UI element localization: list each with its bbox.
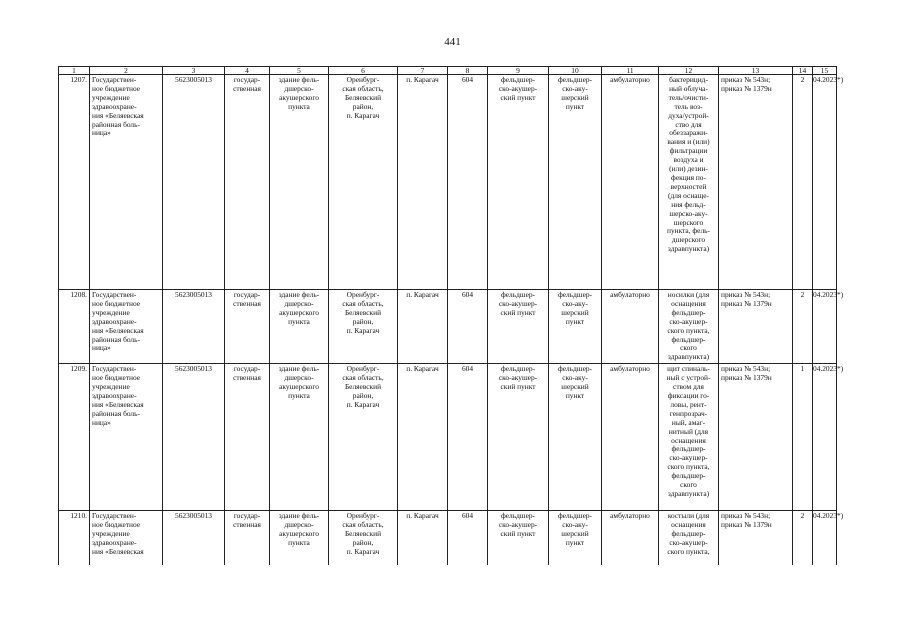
table-row — [59, 511, 837, 566]
building-name: здание фель- дшерско- акушерского пункта — [270, 75, 329, 290]
address: Оренбург- ская область, Беляевский район, п. Карагач — [329, 75, 398, 290]
facility-unit: фельдшер- ско-аку- шерский пункт — [549, 290, 602, 364]
col-number: 3 — [163, 67, 225, 75]
row-number: 1209. — [59, 364, 90, 511]
delivery-date: 04.2023*) — [813, 290, 837, 364]
equipment-name: бактерицид- ный облуча- тель/очисти- тель воз- духа/устрой- ство для обеззаражи- вания и (или) фильтрации воздуха и (или) дезин- фекция по- верхностей (для оснаще- ния фельд- шерско-аку- шерского пункта, фель- дшерского здравпункта) — [659, 75, 719, 290]
table-row — [59, 75, 837, 290]
facility-unit: фельдшер- ско-аку- шерский пункт — [549, 75, 602, 290]
ownership-form: государ- ственная — [225, 511, 270, 566]
quantity: 2 — [793, 75, 813, 290]
row-number: 1207. — [59, 75, 90, 290]
care-conditions: амбулаторно — [602, 75, 659, 290]
delivery-date: 04.2023*) — [813, 75, 837, 290]
order-reference: приказ № 543н; приказ № 1379н — [719, 75, 793, 290]
ownership-form: государ- ственная — [225, 364, 270, 511]
facility-type: фельдшер- ско-акушер- ский пункт — [488, 364, 549, 511]
facility-type: фельдшер- ско-акушер- ский пункт — [488, 511, 549, 566]
facility-type: фельдшер- ско-акушер- ский пункт — [488, 290, 549, 364]
col-number: 13 — [719, 67, 793, 75]
inn-code: 5623005013 — [163, 364, 225, 511]
col-number: 7 — [398, 67, 448, 75]
equipment-name: щит спиналь- ный с устрой- ством для фиксации го- ловы, рент- генпрозрач- ный, амаг- нитный (для оснащения фельдшер- ско-акушер- ского пункта, фельдшер- ского здравпункта) — [659, 364, 719, 511]
row-number: 1210. — [59, 511, 90, 566]
column-number-row — [59, 67, 837, 75]
ownership-form: государ- ственная — [225, 75, 270, 290]
registry-table — [58, 66, 844, 565]
facility-type: фельдшер- ско-акушер- ский пункт — [488, 75, 549, 290]
address: Оренбург- ская область, Беляевский район, п. Карагач — [329, 364, 398, 511]
address: Оренбург- ская область, Беляевский район, п. Карагач — [329, 511, 398, 566]
quantity: 2 — [793, 290, 813, 364]
care-conditions: амбулаторно — [602, 364, 659, 511]
col-number: 9 — [488, 67, 549, 75]
order-reference: приказ № 543н; приказ № 1379н — [719, 290, 793, 364]
inn-code: 5623005013 — [163, 290, 225, 364]
page-number: 441 — [444, 36, 461, 48]
table-row — [59, 364, 837, 511]
col-number: 15 — [813, 67, 837, 75]
inn-code: 5623005013 — [163, 511, 225, 566]
ownership-form: государ- ственная — [225, 290, 270, 364]
col-number: 14 — [793, 67, 813, 75]
table-row — [59, 290, 837, 364]
facility-unit: фельдшер- ско-аку- шерский пункт — [549, 364, 602, 511]
organization-name: Государствен- ное бюджетное учреждение здравоохране- ния «Беляевская районная боль- ница» — [90, 75, 163, 290]
okato-code: 604 — [448, 75, 488, 290]
okato-code: 604 — [448, 511, 488, 566]
quantity: 2 — [793, 511, 813, 566]
col-number: 1 — [59, 67, 90, 75]
address: Оренбург- ская область, Беляевский район, п. Карагач — [329, 290, 398, 364]
col-number: 11 — [602, 67, 659, 75]
col-number: 8 — [448, 67, 488, 75]
col-number: 5 — [270, 67, 329, 75]
order-reference: приказ № 543н; приказ № 1379н — [719, 364, 793, 511]
col-number: 12 — [659, 67, 719, 75]
building-name: здание фель- дшерско- акушерского пункта — [270, 290, 329, 364]
equipment-name: костыли (для оснащения фельдшер- ско-акушер- ского пункта, — [659, 511, 719, 566]
settlement: п. Карагач — [398, 511, 448, 566]
building-name: здание фель- дшерско- акушерского пункта — [270, 364, 329, 511]
okato-code: 604 — [448, 290, 488, 364]
col-number: 6 — [329, 67, 398, 75]
equipment-name: носилки (для оснащения фельдшер- ско-акушер- ского пункта, фельдшер- ского здравпункта) — [659, 290, 719, 364]
quantity: 1 — [793, 364, 813, 511]
organization-name: Государствен- ное бюджетное учреждение здравоохране- ния «Беляевская районная боль- ница» — [90, 364, 163, 511]
inn-code: 5623005013 — [163, 75, 225, 290]
col-number: 10 — [549, 67, 602, 75]
settlement: п. Карагач — [398, 75, 448, 290]
settlement: п. Карагач — [398, 364, 448, 511]
settlement: п. Карагач — [398, 290, 448, 364]
care-conditions: амбулаторно — [602, 511, 659, 566]
delivery-date: 04.2023*) — [813, 511, 837, 566]
okato-code: 604 — [448, 364, 488, 511]
row-number: 1208. — [59, 290, 90, 364]
building-name: здание фель- дшерско- акушерского пункта — [270, 511, 329, 566]
organization-name: Государствен- ное бюджетное учреждение здравоохране- ния «Беляевская — [90, 511, 163, 566]
care-conditions: амбулаторно — [602, 290, 659, 364]
delivery-date: 04.2023*) — [813, 364, 837, 511]
organization-name: Государствен- ное бюджетное учреждение здравоохране- ния «Беляевская районная боль- ница» — [90, 290, 163, 364]
facility-unit: фельдшер- ско-аку- шерский пункт — [549, 511, 602, 566]
col-number: 2 — [90, 67, 163, 75]
order-reference: приказ № 543н; приказ № 1379н — [719, 511, 793, 566]
col-number: 4 — [225, 67, 270, 75]
